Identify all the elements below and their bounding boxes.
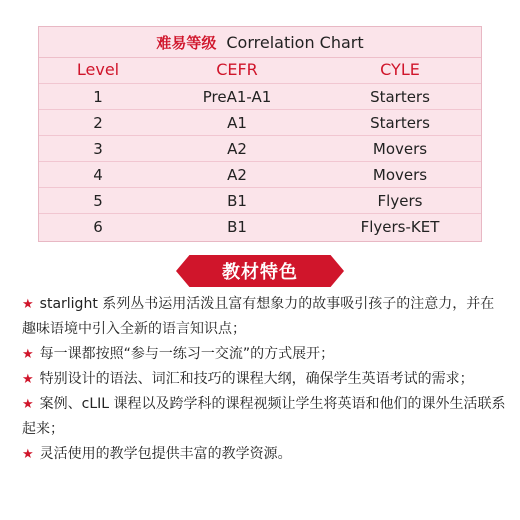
list-item [22,392,508,442]
features-banner [176,255,344,287]
cell-cyle: Movers [372,166,428,184]
star-icon: ★ [22,397,34,412]
feature-text: 案例、cLIL 课程以及跨学科的课程视频让学生将英语和他们的课外生活联系起来； [22,396,506,437]
feature-text: 灵活使用的教学包提供丰富的教学资源。 [39,446,292,462]
table-row [39,109,481,136]
cell-cefr: A2 [227,140,247,158]
cell-cyle: Flyers [377,192,423,210]
star-icon: ★ [22,447,34,462]
cell-level: 1 [93,88,103,106]
star-icon: ★ [22,372,34,387]
features-title: 教材特色 [222,262,298,283]
list-item [22,442,508,467]
cell-cefr: PreA1-A1 [202,88,272,106]
star-icon: ★ [22,347,34,362]
header-cefr: CEFR [216,60,258,79]
cell-cyle: Movers [372,140,428,158]
star-icon: ★ [22,297,34,312]
cell-level: 4 [93,166,103,184]
list-item [22,342,508,367]
header-level: Level [76,60,120,79]
cell-level: 2 [93,114,103,132]
feature-list [22,292,508,467]
correlation-table [38,26,482,242]
table-row [39,161,481,188]
cell-level: 6 [93,218,103,236]
cell-level: 5 [93,192,103,210]
list-item [22,292,508,342]
cell-cyle: Starters [370,88,430,106]
table-row [39,187,481,214]
feature-text: 每一课都按照“参与一练习一交流”的方式展开； [39,346,335,362]
cell-cefr: B1 [227,218,247,236]
cell-cyle: Starters [370,114,430,132]
list-item [22,367,508,392]
table-title-en: Correlation Chart [226,32,364,52]
table-title [39,27,481,58]
header-cyle: CYLE [380,60,420,79]
table-header [39,57,481,83]
cell-cefr: A1 [227,114,247,132]
feature-text: 特别设计的语法、词汇和技巧的课程大纲，确保学生英语考试的需求； [39,371,474,387]
table-title-cn: 难易等级 [156,33,217,52]
table-row [39,83,481,110]
cell-level: 3 [93,140,103,158]
feature-text: starlight 系列丛书运用活泼且富有想象力的故事吸引孩子的注意力，并在趣味语境中引入全新的语言知识点； [22,296,495,337]
cell-cefr: A2 [227,166,247,184]
table-row [39,135,481,162]
cell-cefr: B1 [227,192,247,210]
table-row [39,213,481,240]
cell-cyle: Flyers-KET [360,218,440,236]
